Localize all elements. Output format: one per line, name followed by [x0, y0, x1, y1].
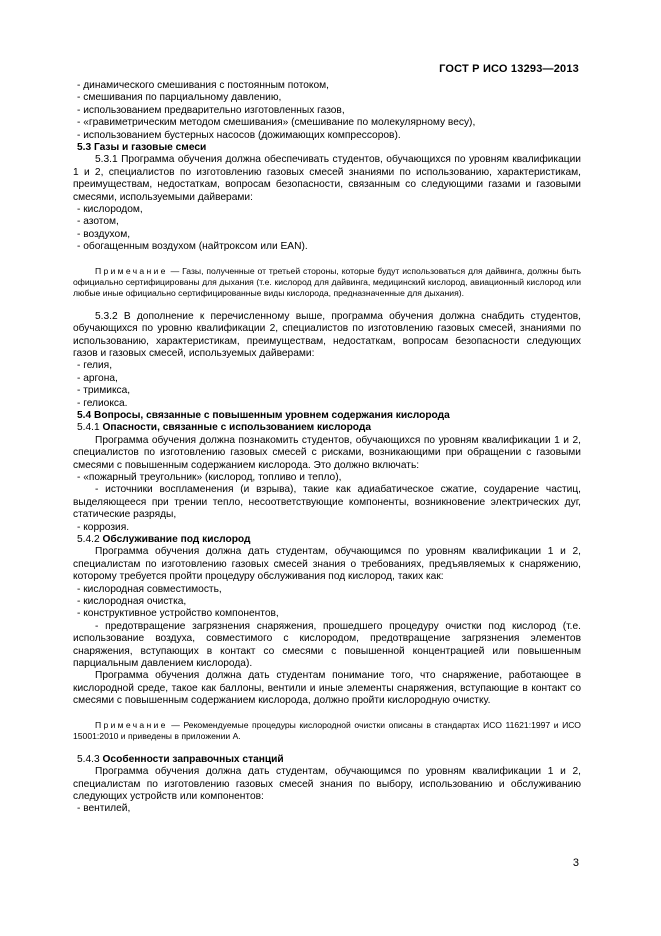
list-item: - коррозия.	[77, 521, 130, 533]
paragraph: Программа обучения должна дать студентам, обучающимся по уровням квалификации 1 и 2, специалистам по изготовлению газовых смесей знания о требованиях, предъявляемых к снаряжению, которому требуется пройти процедуру обслуживания под кислород, таких как:	[73, 546, 581, 583]
list-item: - использованием бустерных насосов (дожимающих компрессоров).	[77, 129, 401, 141]
paragraph: Программа обучения должна познакомить студентов, обучающихся по уровням квалификации 1 и 2, специалистов по изготовлению газовых смесей с рисками, возникающими при обращении с газовыми смесями с повышенным содержанием кислорода. Это должно включать:	[73, 434, 581, 471]
subsection-title: Обслуживание под кислород	[102, 534, 251, 545]
list-item: - гелиокса.	[77, 397, 128, 409]
note-text: — Рекомендуемые процедуры кислородной очистки описаны в стандартах ИСО 11621:1997 и ИСО 15001:2010 и приведены в приложении А.	[73, 719, 581, 741]
list-item: - воздухом,	[77, 228, 131, 240]
list-item: - аргона,	[77, 372, 118, 384]
subsection-number: 5.4.1	[77, 422, 103, 434]
page-number: 3	[572, 857, 579, 869]
note-label: Примечание	[95, 265, 168, 276]
section-heading: 5.4 Вопросы, связанные с повышенным уровнем содержания кислорода	[77, 409, 450, 421]
subsection-number: 5.4.3	[77, 753, 103, 765]
list-item: - использованием предварительно изготовленных газов,	[77, 104, 345, 116]
paragraph: 5.3.1 Программа обучения должна обеспечивать студентов, обучающихся по уровням квалификации 1 и 2, специалистов по изготовлению газовых смесей знаниями по использованию, характеристикам, преимуществам, недостаткам, вопросам безопасности, связанным со следующими газами и газовыми смесями, используемыми дайверами:	[73, 154, 581, 203]
note	[73, 266, 581, 299]
subsection-title: Опасности, связанные с использованием кислорода	[102, 422, 372, 434]
list-item: - смешивания по парциальному давлению,	[77, 92, 282, 104]
paragraph: - источники воспламенения (и взрыва), такие как адиабатическое сжатие, соударение частиц, выделяющееся при трении тепло, несоответствующие компоненты, возникновение электрических дуг, статические разряды,	[73, 484, 581, 521]
list-item: - «пожарный треугольник» (кислород, топливо и тепло),	[77, 471, 342, 483]
paragraph: 5.3.2 В дополнение к перечисленному выше, программа обучения должна снабдить студентов, обучающихся по уровню квалификации 2, специалистов по изготовлению газовых смесей, знаниями по использованию, характеристикам, преимуществам, недостаткам, вопросам безопасности следующих газов и газовых смесей, используемых дайверами:	[73, 310, 581, 359]
list-item: - динамического смешивания с постоянным потоком,	[77, 80, 329, 91]
paragraph: Программа обучения должна дать студентам понимание того, что снаряжение, работающее в кислородной среде, такое как баллоны, вентили и иные элементы снаряжения, вступающие в контакт со смесями с повышенным содержанием кислорода, должно пройти кислородную очистку.	[73, 670, 581, 707]
paragraph: - предотвращение загрязнения снаряжения, прошедшего процедуру очистки под кислород (т.е. использование воздуха, совместимого с кислородом, предотвращение загрязнения элементов снаряжения, вступающих в контакт со смесями с повышенной концентрацией или повышенным парциальным давлением кислорода).	[73, 620, 581, 670]
section-heading: 5.3 Газы и газовые смеси	[77, 142, 207, 154]
subsection-heading	[73, 754, 581, 766]
list-item: - тримикса,	[77, 385, 131, 397]
list-item: - конструктивное устройство компонентов,	[77, 608, 279, 620]
note-label: Примечание	[95, 719, 168, 730]
list-item: - кислородная очистка,	[77, 596, 187, 608]
list-item: - гелия,	[77, 360, 113, 372]
paragraph: Программа обучения должна дать студентам, обучающимся по уровням квалификации 1 и 2, специалистам по изготовлению газовых смесей знания по выбору, использованию и обслуживанию следующих устройств или компонентов:	[73, 766, 581, 802]
subsection-title: Особенности заправочных станций	[102, 753, 284, 765]
subsection-heading	[73, 422, 581, 434]
list-item: - азотом,	[77, 216, 119, 228]
list-item: - вентилей,	[77, 803, 131, 815]
list-item: - кислородная совместимость,	[77, 583, 222, 595]
document-id-header: ГОСТ Р ИСО 13293—2013	[439, 63, 579, 75]
document-body	[73, 80, 581, 816]
note-text: — Газы, полученные от третьей стороны, которые будут использоваться для дайвинга, должны быть официально сертифицированы для дыхания (т.е. кислород для дайвинга, медицинский кислород, авиационный кислород или любые иные официально сертифицированные виды кислорода, предназначенные для дыхания).	[73, 265, 581, 298]
note	[73, 720, 581, 742]
list-item: - «гравиметрическим методом смешивания» (смешивание по молекулярному весу),	[77, 117, 476, 129]
subsection-heading	[73, 534, 581, 546]
list-item: - кислородом,	[77, 204, 143, 216]
list-item: - обогащенным воздухом (найтроксом или EAN).	[77, 241, 308, 253]
subsection-number: 5.4.2	[77, 534, 103, 545]
